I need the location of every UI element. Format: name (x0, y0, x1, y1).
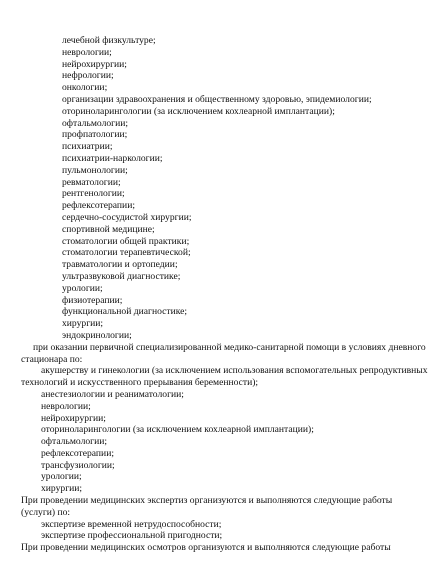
text-line: лечебной физкультуре; (62, 35, 156, 46)
text-line: анестезиологии и реаниматологии; (41, 388, 184, 400)
text-line: нейрохирургии; (62, 58, 127, 70)
text-line: При проведении медицинских экспертиз организуются и выполняются следующие работы (21, 495, 393, 507)
text-line: урологии; (62, 282, 103, 294)
text-line: (услуги) по: (21, 506, 71, 518)
text-line: трансфузиологии; (41, 459, 115, 471)
text-line: При проведении медицинских осмотров организуются и выполняются следующие работы (21, 542, 391, 554)
text-line: стоматологии терапевтической; (62, 247, 191, 259)
text-line: психиатрии; (62, 141, 113, 153)
text-line: рефлексотерапии; (62, 200, 135, 212)
text-line: неврологии; (41, 400, 91, 412)
text-line: физиотерапии; (62, 294, 123, 306)
text-line: при оказании первичной специализированной медико-санитарной помощи в условиях дневного (33, 341, 426, 353)
text-line: спортивной медицине; (62, 223, 155, 235)
text-line: организации здравоохранения и общественному здоровью, эпидемиологии; (62, 93, 372, 105)
text-line: рефлексотерапии; (41, 447, 114, 459)
text-line: акушерству и гинекологии (за исключением использования вспомогательных репродуктивных (41, 365, 428, 377)
text-line: травматологии и ортопедии; (62, 259, 178, 271)
text-line: стоматологии общей практики; (62, 235, 190, 247)
text-line: функциональной диагностике; (62, 306, 188, 318)
text-line: онкологии; (62, 82, 108, 94)
text-line: хирургии; (41, 483, 83, 495)
text-line: рентгенологии; (62, 188, 125, 200)
text-line: ультразвуковой диагностике; (62, 270, 181, 282)
text-line: профпатологии; (62, 129, 128, 141)
text-line: офтальмологии; (62, 117, 129, 129)
text-line: нефрологии; (62, 70, 114, 82)
text-line: эндокринологии; (62, 329, 132, 341)
text-line: сердечно-сосудистой хирургии; (62, 211, 192, 223)
text-line: экспертизе профессиональной пригодности; (41, 530, 223, 542)
text-line: экспертизе временной нетрудоспособности; (41, 518, 222, 530)
text-line: пульмонологии; (62, 164, 128, 176)
text-line: ревматологии; (62, 176, 121, 188)
text-line: офтальмологии; (41, 436, 108, 448)
text-line: нейрохирургии; (41, 412, 106, 424)
text-line: хирургии; (62, 318, 104, 330)
text-line: стационара по: (21, 353, 83, 365)
text-line: оториноларингологии (за исключением кохлеарной имплантации); (62, 105, 335, 117)
text-line: психиатрии-наркологии; (62, 152, 163, 164)
text-line: технологий и искусственного прерывания беременности); (21, 377, 259, 389)
text-line: оториноларингологии (за исключением кохлеарной имплантации); (41, 424, 314, 436)
text-line: урологии; (41, 471, 82, 483)
text-line: неврологии; (62, 46, 112, 58)
